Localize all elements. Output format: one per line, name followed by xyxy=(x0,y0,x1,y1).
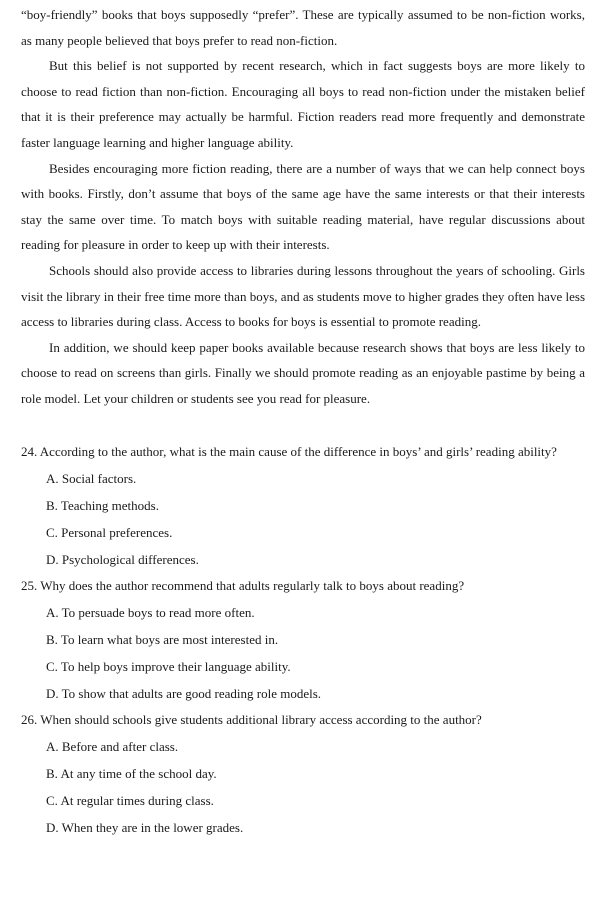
question-24 xyxy=(21,439,585,573)
passage-paragraph: Schools should also provide access to libraries during lessons throughout the years of schooling. Girls visit the library in their free time more than boys, and as students move to higher grades they often have less access to libraries during class. Access to books for boys is essential to promote reading. xyxy=(21,262,585,330)
question-list xyxy=(21,439,585,841)
question-stem: 24. According to the author, what is the main cause of the difference in boys’ and girls’ reading ability? xyxy=(21,443,557,459)
passage-paragraph: “boy-friendly” books that boys supposedly “prefer”. These are typically assumed to be non-fiction works, as many people believed that boys prefer to read non-fiction. xyxy=(21,7,585,48)
option-c: C. At regular times during class. xyxy=(46,792,214,808)
option-c: C. To help boys improve their language ability. xyxy=(46,658,291,674)
question-25 xyxy=(21,573,585,707)
option-d: D. Psychological differences. xyxy=(46,551,199,567)
option-list xyxy=(21,599,585,707)
option-c: C. Personal preferences. xyxy=(46,524,173,540)
passage-paragraph: Besides encouraging more fiction reading, there are a number of ways that we can help connect boys with books. Firstly, don’t assume that boys of the same age have the same interests or that their interests stay the same over time. To match boys with suitable reading material, have regular discussions about reading for pleasure in order to keep up with their interests. xyxy=(21,160,585,253)
option-list xyxy=(21,733,585,841)
question-stem: 26. When should schools give students additional library access according to the author? xyxy=(21,711,482,727)
option-b: B. To learn what boys are most interested in. xyxy=(46,631,279,647)
option-a: A. Social factors. xyxy=(46,470,137,486)
option-d: D. To show that adults are good reading role models. xyxy=(46,685,322,701)
passage-paragraph: But this belief is not supported by recent research, which in fact suggests boys are more likely to choose to read fiction than non-fiction. Encouraging all boys to read non-fiction under the mistaken belief that it is their preference may actually be harmful. Fiction readers read more frequently and demonstrate faster language learning and higher language ability. xyxy=(21,58,585,150)
option-a: A. Before and after class. xyxy=(46,738,179,754)
reading-passage xyxy=(21,0,585,412)
question-26 xyxy=(21,707,585,841)
question-stem: 25. Why does the author recommend that adults regularly talk to boys about reading? xyxy=(21,577,465,593)
option-a: A. To persuade boys to read more often. xyxy=(46,604,255,620)
option-list xyxy=(21,465,585,573)
option-b: B. Teaching methods. xyxy=(46,497,159,513)
passage-paragraph: In addition, we should keep paper books available because research shows that boys are less likely to choose to read on screens than girls. Finally we should promote reading as an enjoyable pastime by being a role model. Let your children or students see you read for pleasure. xyxy=(21,339,585,406)
option-d: D. When they are in the lower grades. xyxy=(46,819,244,835)
option-b: B. At any time of the school day. xyxy=(46,765,217,781)
